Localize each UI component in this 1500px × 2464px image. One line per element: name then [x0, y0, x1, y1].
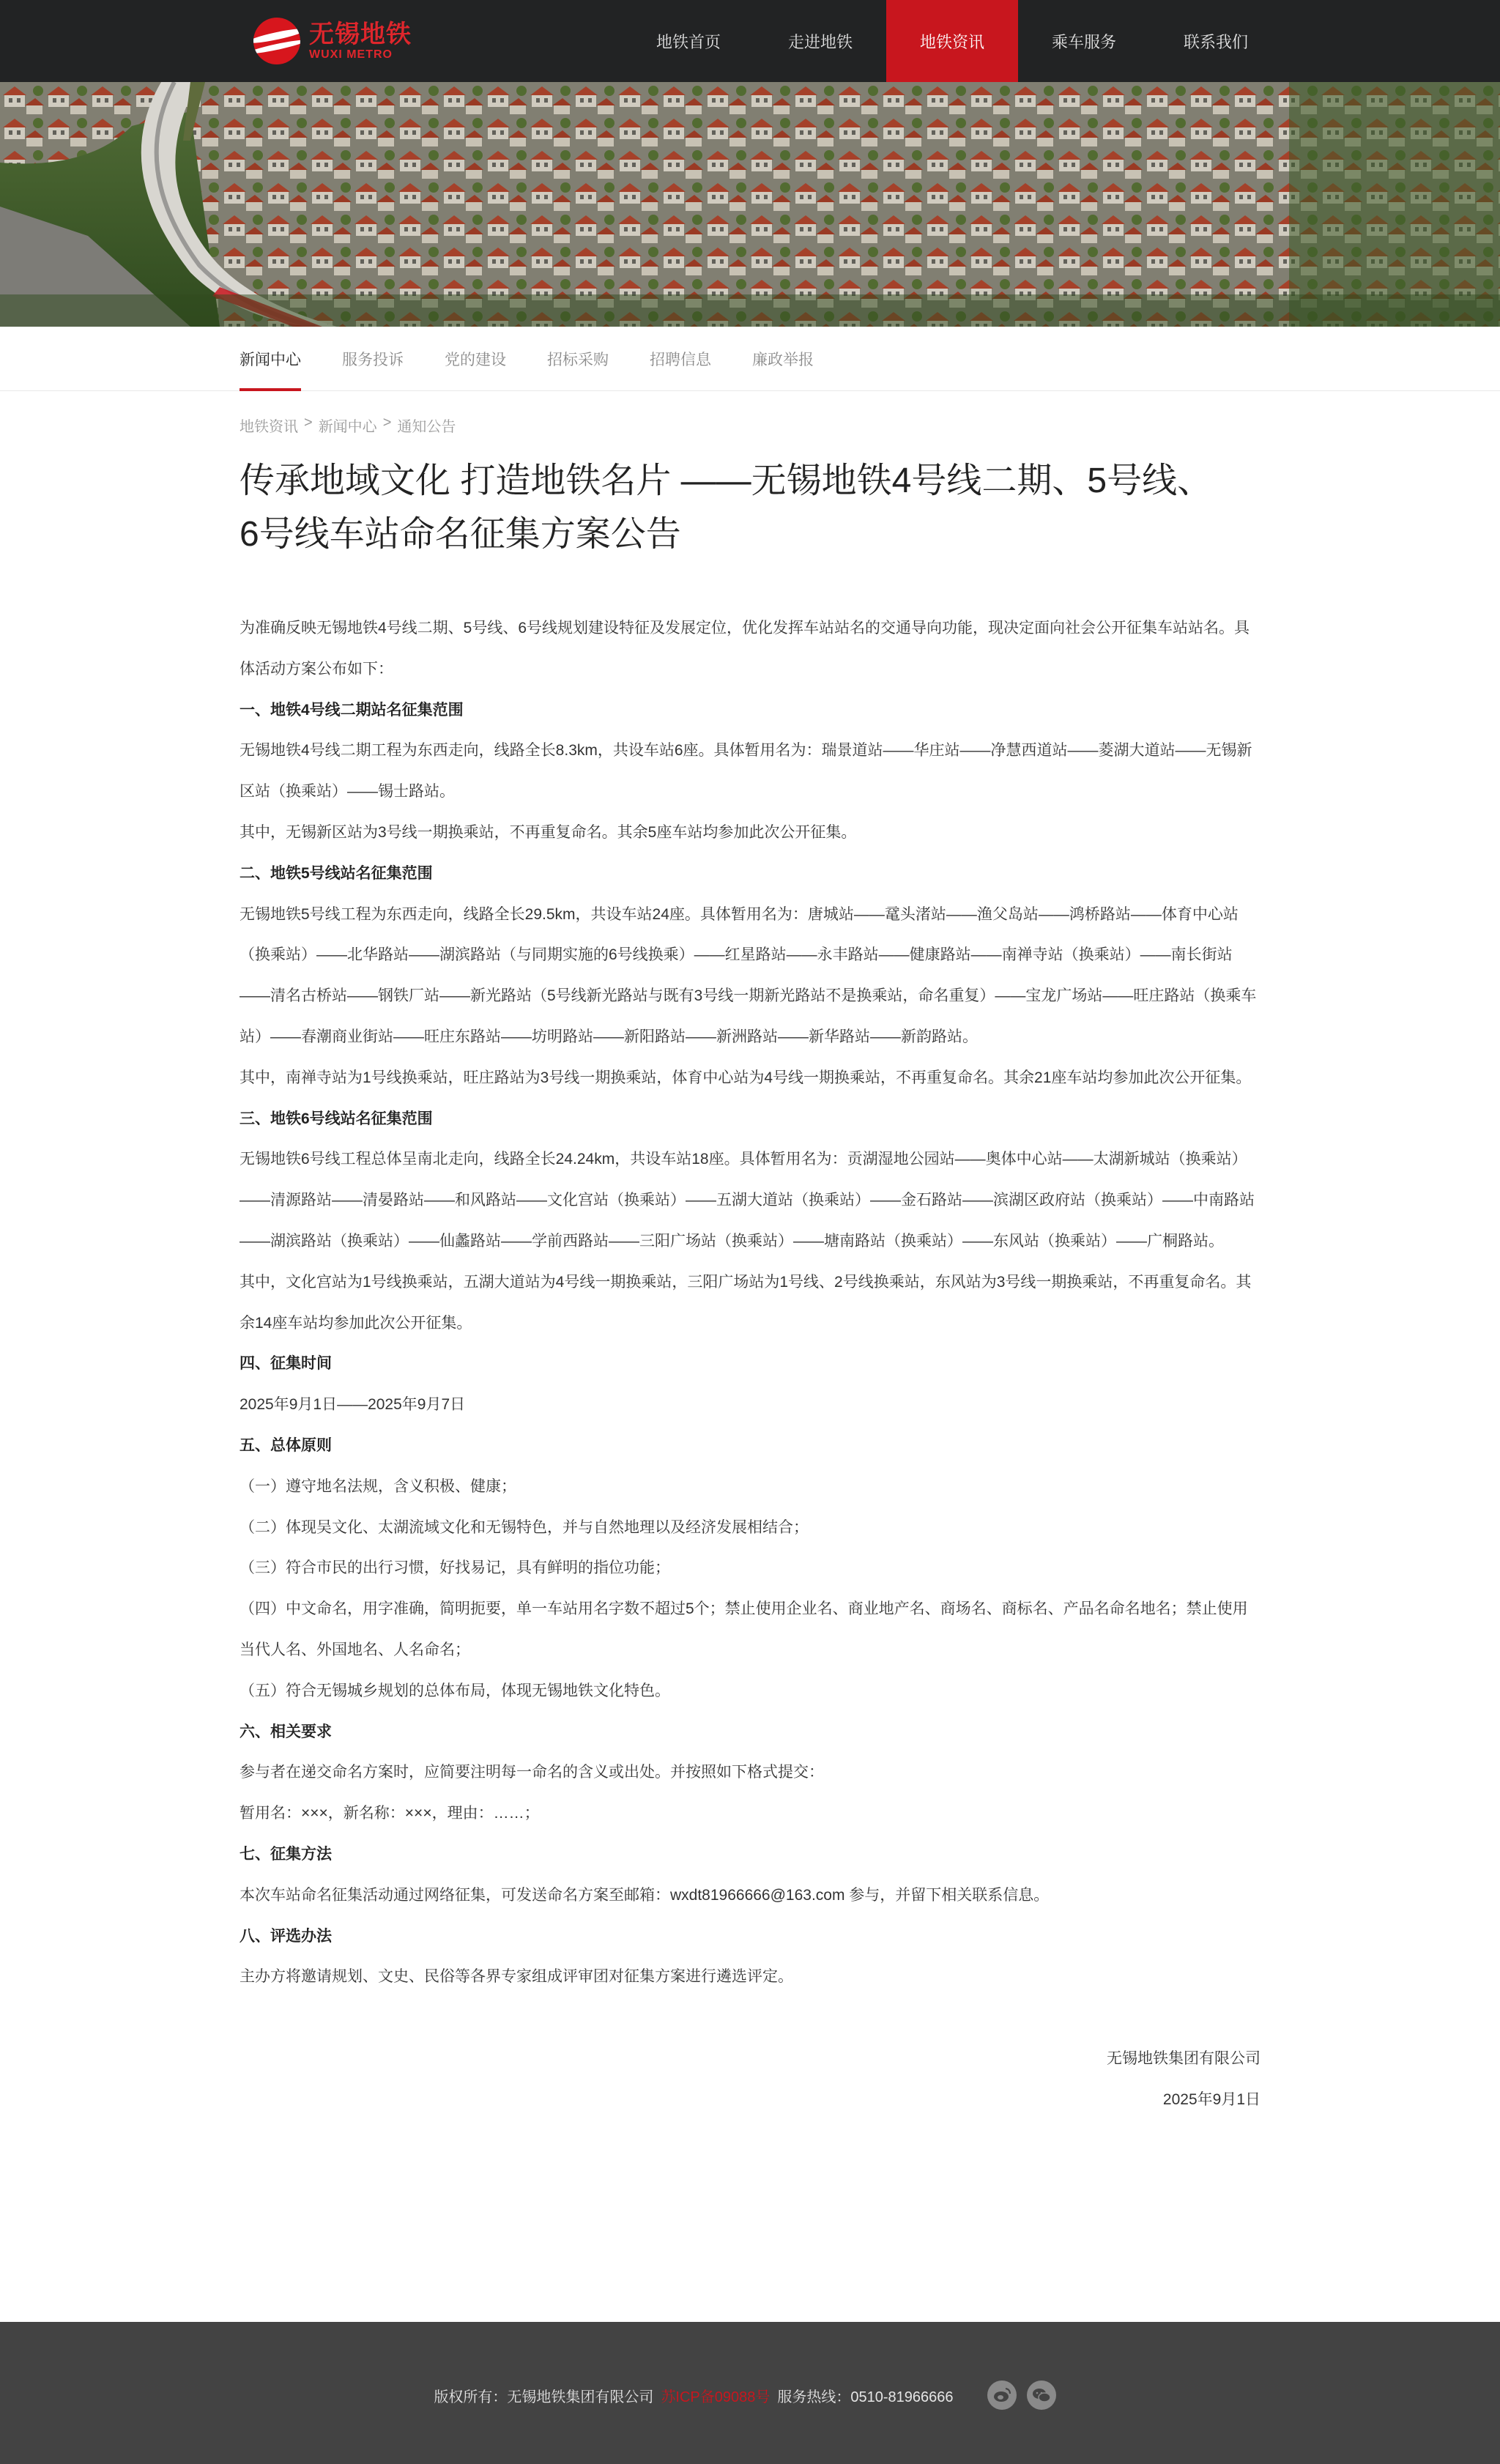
article-body [240, 608, 1260, 2120]
logo-name-en: WUXI METRO [309, 48, 393, 61]
body-paragraph: （一）遵守地名法规，含义积极、健康； [240, 1477, 516, 1495]
section-heading: 四、征集时间 [240, 1355, 332, 1373]
body-paragraph: （五）符合无锡城乡规划的总体布局，体现无锡地铁文化特色。 [240, 1682, 670, 1699]
nav-item-news[interactable]: 地铁资讯 [886, 0, 1018, 82]
body-paragraph: （二）体现吴文化、太湖流域文化和无锡特色，并与自然地理以及经济发展相结合； [240, 1518, 809, 1536]
section-heading: 一、地铁4号线二期站名征集范围 [240, 701, 464, 719]
breadcrumb [240, 415, 456, 436]
metro-logo-icon [253, 18, 300, 64]
body-paragraph: （四）中文命名，用字准确，简明扼要，单一车站用名字数不超过5个；禁止使用企业名、商业地产名、商场名、商标名、产品名命名地名；禁止使用当代人名、外国地名、人名命名； [240, 1600, 1248, 1658]
site-footer [0, 2322, 1500, 2464]
section-heading: 六、相关要求 [240, 1723, 332, 1740]
article-title-line: 6号线车站命名征集方案公告 [240, 515, 681, 554]
section-heading: 三、地铁6号线站名征集范围 [240, 1110, 433, 1127]
nav-item-service[interactable]: 乘车服务 [1051, 32, 1116, 51]
site-logo[interactable] [253, 18, 412, 64]
signature-date: 2025年9月1日 [1162, 2090, 1260, 2108]
body-paragraph: 无锡地铁5号线工程为东西走向，线路全长29.5km，共设车站24座。具体暂用名为：唐城站——鼋头渚站——渔父岛站——鸿桥路站——体育中心站（换乘站）——北华路站——湖滨路站（与同期实施的6号线换乘）——红星路站——永丰路站——健康路站——南禅寺站（换乘站）——南长街站——清名古桥站——钢铁厂站——新光路站（5号线新光路站与既有3号线一期新光路站不是换乘站，命名重复）——宝龙广场站——旺庄路站（换乘车站）——春潮商业街站——旺庄东路站——坊明路站——新阳路站——新洲路站——新华路站——新韵路站。 [240, 905, 1257, 1045]
footer-hotline: 服务热线：0510-81966666 [777, 2389, 954, 2405]
nav-item-contact[interactable]: 联系我们 [1183, 32, 1248, 51]
body-paragraph: 无锡地铁4号线二期工程为东西走向，线路全长8.3km，共设车站6座。具体暂用名为：瑞景道站——华庄站——净慧西道站——菱湖大道站——无锡新区站（换乘站）——锡士路站。 [240, 742, 1252, 801]
body-paragraph: 参与者在递交命名方案时，应简要注明每一命名的含义或出处。并按照如下格式提交： [240, 1764, 824, 1781]
body-paragraph: 其中，无锡新区站为3号线一期换乘站，不再重复命名。其余5座车站均参加此次公开征集。 [240, 823, 857, 841]
signature-spacer [240, 1997, 1260, 2038]
body-paragraph: 无锡地铁6号线工程总体呈南北走向，线路全长24.24km，共设车站18座。具体暂用名为：贡湖湿地公园站——奥体中心站——太湖新城站（换乘站）——清源路站——清晏路站——和风路站——文化宫站（换乘站）——五湖大道站（换乘站）——金石路站——滨湖区政府站（换乘站）——中南路站——湖滨路站（换乘站）——仙蠡路站——学前西路站——三阳广场站（换乘站）——塘南路站（换乘站）——东风站（换乘站）——广桐路站。 [240, 1151, 1255, 1250]
body-paragraph: 为准确反映无锡地铁4号线二期、5号线、6号线规划建设特征及发展定位，优化发挥车站站名的交通导向功能，现决定面向社会公开征集车站站名。具体活动方案公布如下： [240, 620, 1250, 678]
nav-item-about[interactable]: 走进地铁 [787, 32, 853, 51]
breadcrumb-item[interactable]: 新闻中心 [318, 419, 377, 435]
footer-icp-link[interactable]: 苏ICP备09088号 [661, 2389, 771, 2405]
body-paragraph: 主办方将邀请规划、文史、民俗等各界专家组成评审团对征集方案进行遴选评定。 [240, 1968, 793, 1986]
breadcrumb-separator: > [382, 415, 392, 431]
main-nav [623, 0, 1282, 82]
subnav-item-recruitment[interactable]: 招聘信息 [650, 352, 711, 368]
section-heading: 五、总体原则 [240, 1436, 332, 1454]
article-title [240, 454, 1265, 561]
body-paragraph: 本次车站命名征集活动通过网络征集，可发送命名方案至邮箱：wxdt81966666@163.com 参与，并留下相关联系信息。 [240, 1886, 1050, 1904]
subnav-item-procurement[interactable]: 招标采购 [547, 352, 609, 368]
breadcrumb-item[interactable]: 地铁资讯 [240, 419, 298, 435]
section-heading: 二、地铁5号线站名征集范围 [240, 864, 433, 882]
subnav-item-integrity-report[interactable]: 廉政举报 [752, 352, 814, 368]
breadcrumb-separator: > [304, 415, 313, 431]
weibo-icon[interactable] [987, 2380, 1017, 2410]
subnav-item-service-complaint[interactable]: 服务投诉 [342, 352, 404, 368]
subnav-item-party-building[interactable]: 党的建设 [445, 352, 506, 368]
body-paragraph: （三）符合市民的出行习惯，好找易记，具有鲜明的指位功能； [240, 1559, 670, 1577]
section-heading: 八、评选办法 [240, 1927, 332, 1945]
wechat-icon[interactable] [1027, 2380, 1056, 2410]
body-paragraph: 其中，南禅寺站为1号线换乘站，旺庄路站为3号线一期换乘站，体育中心站为4号线一期换乘站，不再重复命名。其余21座车站均参加此次公开征集。 [240, 1069, 1252, 1086]
body-paragraph: 暂用名：×××，新名称：×××，理由：……； [240, 1805, 540, 1822]
subnav-item-news-center[interactable]: 新闻中心 [240, 327, 301, 391]
sub-nav [0, 327, 1500, 391]
banner-image [0, 82, 1500, 327]
site-header [0, 0, 1500, 82]
breadcrumb-item[interactable]: 通知公告 [397, 419, 456, 435]
section-heading: 七、征集方法 [240, 1845, 332, 1863]
logo-name-cn: 无锡地铁 [309, 21, 412, 48]
article-title-line: 传承地域文化 打造地铁名片 ——无锡地铁4号线二期、5号线、 [240, 461, 1213, 500]
body-paragraph: 其中，文化宫站为1号线换乘站，五湖大道站为4号线一期换乘站，三阳广场站为1号线、2号线换乘站，东风站为3号线一期换乘站，不再重复命名。其余14座车站均参加此次公开征集。 [240, 1273, 1252, 1332]
footer-copyright: 版权所有：无锡地铁集团有限公司 [434, 2389, 654, 2405]
nav-item-home[interactable]: 地铁首页 [656, 32, 721, 51]
banner-landscape-illustration [0, 82, 1500, 327]
signature-organization: 无锡地铁集团有限公司 [1107, 2049, 1260, 2067]
body-paragraph: 2025年9月1日——2025年9月7日 [240, 1396, 466, 1414]
